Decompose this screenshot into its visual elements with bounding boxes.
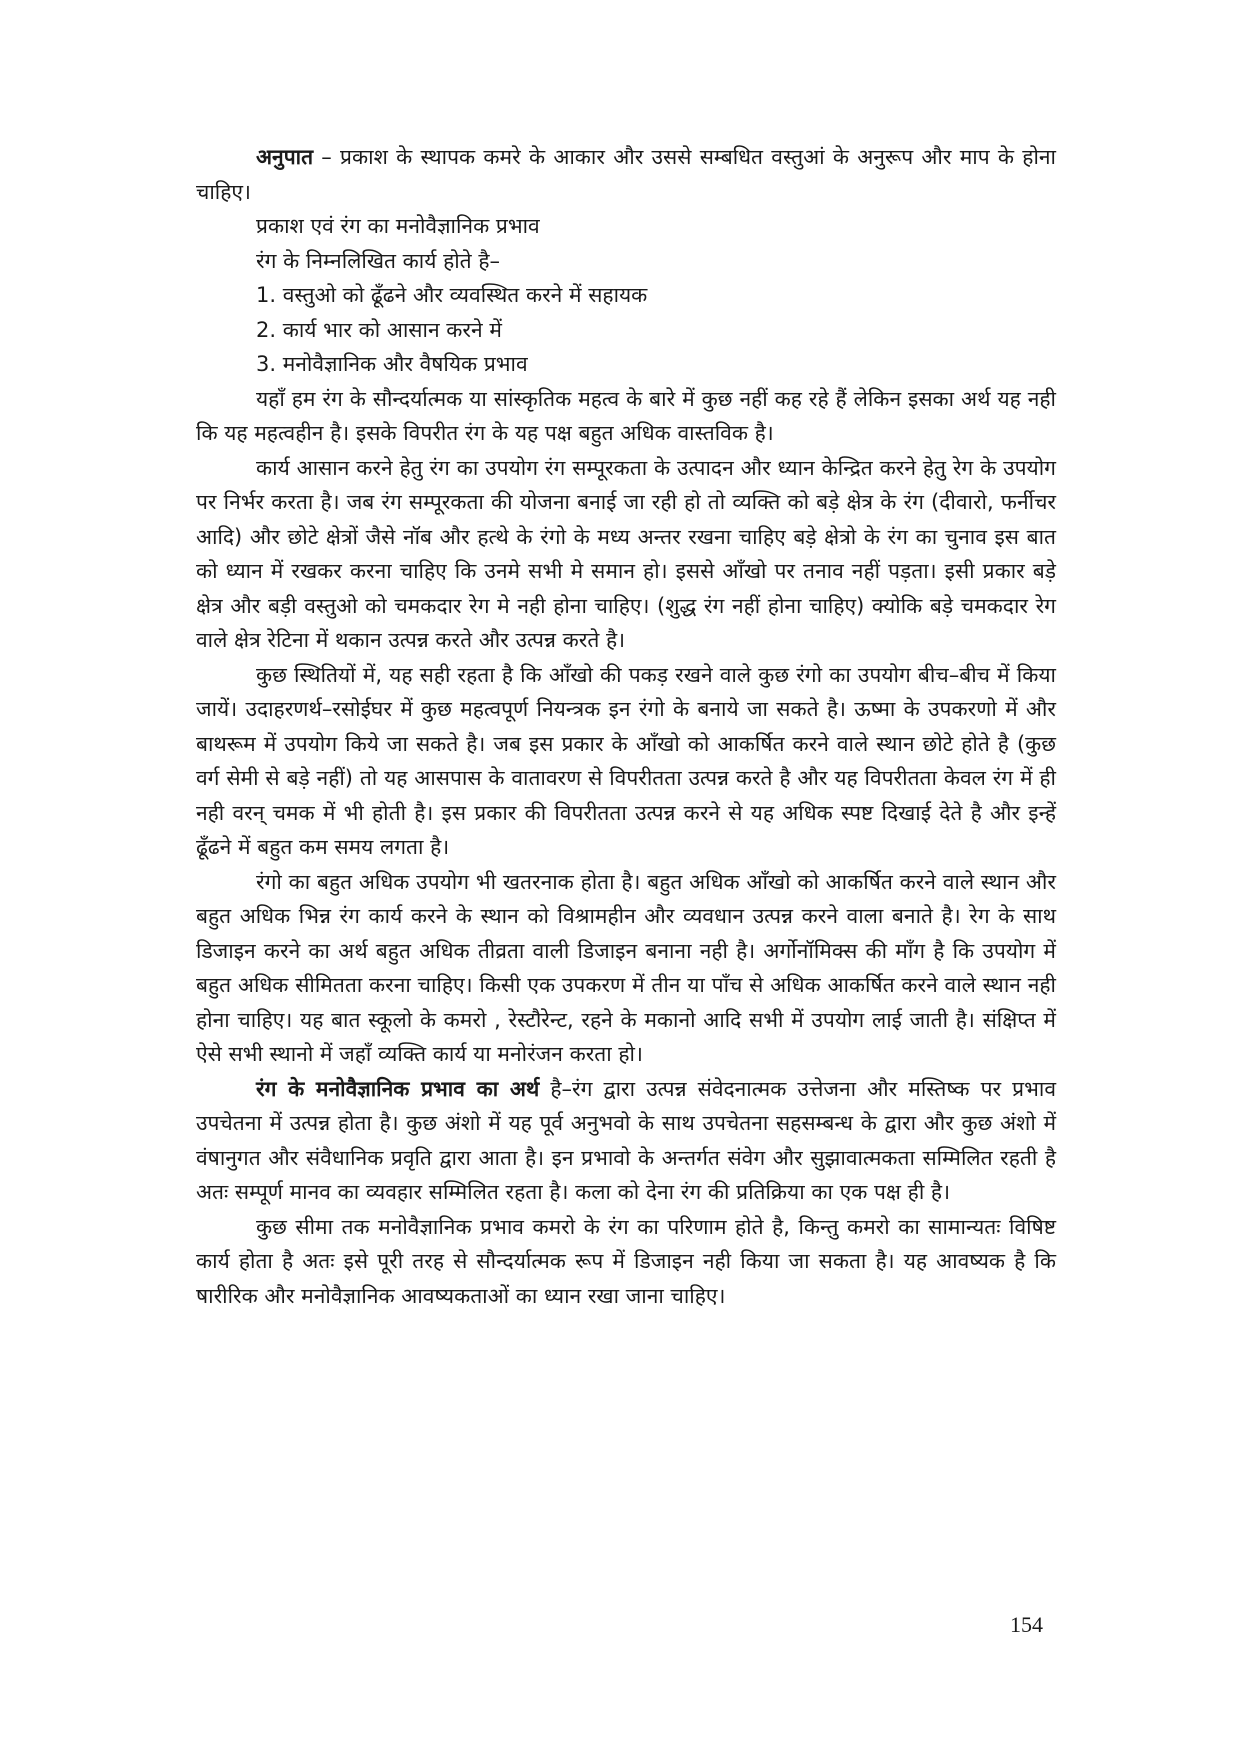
body-paragraph: रंगो का बहुत अधिक उपयोग भी खतरनाक होता है। बहुत अधिक आँखो को आकर्षित करने वाले स्थान और बहुत अधिक भिन्न रंग कार्य करने के स्थान को विश्रामहीन और व्यवधान उत्पन्न करने वाला बनाते है। रेग के साथ डिजाइन करने का अर्थ बहुत अधिक तीव्रता वाली डिजाइन बनाना नही है। अर्गोनॉमिक्स की माँग है कि उपयोग में बहुत अधिक सीमितता करना चाहिए। किसी एक उपकरण में तीन या पाँच से अधिक आकर्षित करने वाले स्थान नही होना चाहिए। यह बात स्कूलो के कमरो , रेस्टौरेन्ट, रहने के मकानो आदि सभी में उपयोग लाई जाती है। संक्षिप्त में ऐसे सभी स्थानो में जहाँ व्यक्ति कार्य या मनोरंजन करता हो। bbox=[196, 869, 1056, 1066]
list-item: 1. वस्तुओ को ढूँढने और व्यवस्थित करने में सहायक bbox=[256, 283, 648, 307]
definition-text: है–रंग द्वारा उत्पन्न संवेदनात्मक उत्तेजना और मस्तिष्क पर प्रभाव उपचेतना में उत्पन्न होता है। कुछ अंशो में यह पूर्व अनुभवो के साथ उपचेतना सहसम्बन्ध के द्वारा और कुछ अंशो में वंषानुगत और संवैधानिक प्रवृति द्वारा आता है। इन प्रभावो के अन्तर्गत संवेग और सुझावात्मकता सम्मिलित रहती है अतः सम्पूर्ण मानव का व्यवहार सम्मिलित रहता है। कला को देना रंग की प्रतिक्रिया का एक पक्ष ही है। bbox=[196, 1076, 1056, 1204]
section-heading: प्रकाश एवं रंग का मनोवैज्ञानिक प्रभाव bbox=[256, 214, 540, 238]
page-body bbox=[196, 140, 1056, 1313]
page-number: 154 bbox=[1010, 1612, 1043, 1637]
functions-intro: रंग के निम्नलिखित कार्य होते है– bbox=[256, 248, 500, 273]
body-paragraph: कुछ सीमा तक मनोवैज्ञानिक प्रभाव कमरो के रंग का परिणाम होते है, किन्तु कमरो का सामान्यतः विषिष्ट कार्य होता है अतः इसे पूरी तरह से सौन्दर्यात्मक रूप में डिजाइन नही किया जा सकता है। यह आवष्यक है कि षारीरिक और मनोवैज्ञानिक आवष्यकताओं का ध्यान रखा जाना चाहिए। bbox=[196, 1214, 1056, 1308]
definition-term: रंग के मनोवैज्ञानिक प्रभाव का अर्थ bbox=[256, 1076, 540, 1101]
proportion-text: – प्रकाश के स्थापक कमरे के आकार और उससे सम्बधित वस्तुआं के अनुरूप और माप के होना चाहिए। bbox=[196, 145, 1056, 204]
list-item: 2. कार्य भार को आसान करने में bbox=[256, 317, 502, 342]
proportion-paragraph bbox=[196, 140, 1056, 209]
body-paragraph: यहाँ हम रंग के सौन्दर्यात्मक या सांस्कृतिक महत्व के बारे में कुछ नहीं कह रहे हैं लेकिन इसका अर्थ यह नही कि यह महत्वहीन है। इसके विपरीत रंग के यह पक्ष बहुत अधिक वास्तविक है। bbox=[196, 386, 1056, 445]
definition-paragraph bbox=[196, 1072, 1056, 1210]
body-paragraph: कुछ स्थितियों में, यह सही रहता है कि आँखो की पकड़ रखने वाले कुछ रंगो का उपयोग बीच–बीच में किया जायें। उदाहरणर्थ–रसोईघर में कुछ महत्वपूर्ण नियन्त्रक इन रंगो के बनाये जा सकते है। ऊष्मा के उपकरणो में और बाथरूम में उपयोग किये जा सकते है। जब इस प्रकार के आँखो को आकर्षित करने वाले स्थान छोटे होते है (कुछ वर्ग सेमी से बड़े नहीं) तो यह आसपास के वातावरण से विपरीतता उत्पन्न करते है और यह विपरीतता केवल रंग में ही नही वरन् चमक में भी होती है। इस प्रकार की विपरीतता उत्पन्न करने से यह अधिक स्पष्ट दिखाई देते है और इन्हें ढूँढने में बहुत कम समय लगता है। bbox=[196, 662, 1056, 859]
list-item: 3. मनोवैज्ञानिक और वैषयिक प्रभाव bbox=[256, 352, 528, 376]
proportion-term: अनुपात bbox=[256, 145, 314, 169]
body-paragraph: कार्य आसान करने हेतु रंग का उपयोग रंग सम्पूरकता के उत्पादन और ध्यान केन्द्रित करने हेतु रेग के उपयोग पर निर्भर करता है। जब रंग सम्पूरकता की योजना बनाई जा रही हो तो व्यक्ति को बड़े क्षेत्र के रंग (दीवारो, फर्नीचर आदि) और छोटे क्षेत्रों जैसे नॉब और हत्थे के रंगो के मध्य अन्तर रखना चाहिए बड़े क्षेत्रो के रंग का चुनाव इस बात को ध्यान में रखकर करना चाहिए कि उनमे सभी मे समान हो। इससे आँखो पर तनाव नहीं पड़ता। इसी प्रकार बड़े क्षेत्र और बड़ी वस्तुओ को चमकदार रेग मे नही होना चाहिए। (शुद्ध रंग नहीं होना चाहिए) क्योकि बड़े चमकदार रेग वाले क्षेत्र रेटिना में थकान उत्पन्न करते और उत्पन्न करते है। bbox=[196, 455, 1056, 652]
